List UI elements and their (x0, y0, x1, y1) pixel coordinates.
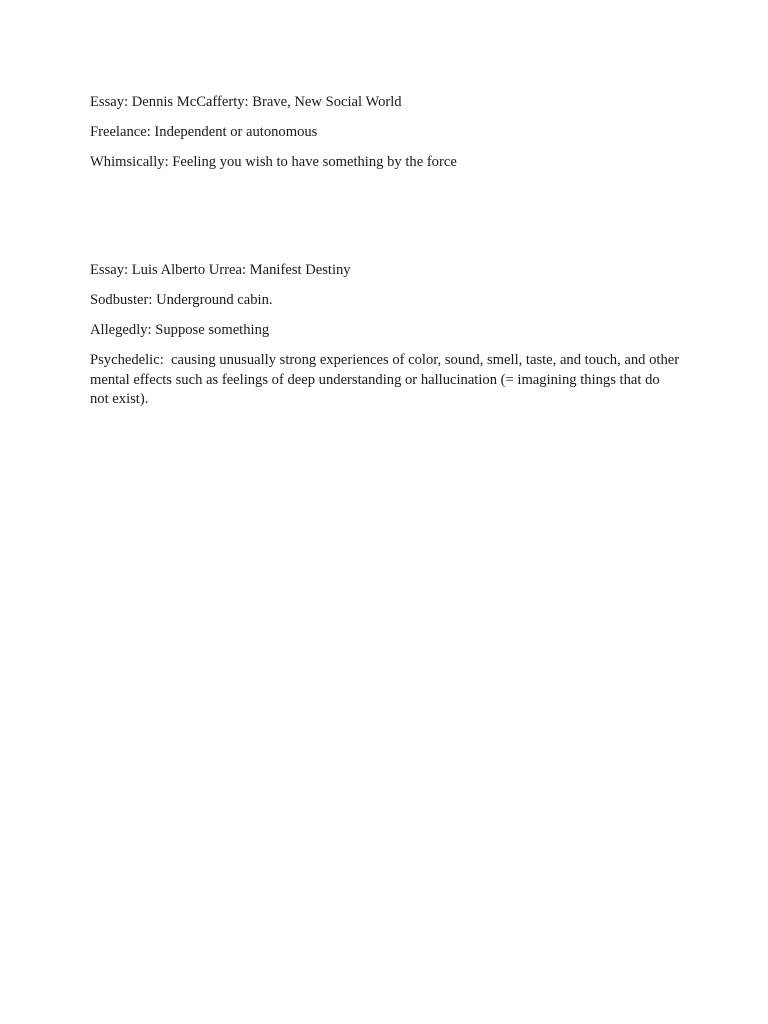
essay-heading-urrea: Essay: Luis Alberto Urrea: Manifest Destiny (90, 262, 351, 278)
vocab-entry-allegedly: Allegedly: Suppose something (90, 322, 270, 338)
essay-heading-mccafferty: Essay: Dennis McCafferty: Brave, New Social World (90, 94, 402, 110)
vocab-entry-whimsically: Whimsically: Feeling you wish to have something by the force (90, 154, 457, 170)
vocab-entry-sodbuster: Sodbuster: Underground cabin. (90, 292, 273, 308)
vocab-entry-freelance: Freelance: Independent or autonomous (90, 124, 318, 140)
vocab-entry-psychedelic: Psychedelic: causing unusually strong experiences of color, sound, smell, taste, and touch, and other mental effects such as feelings of deep understanding or hallucination (= imagining things that do not exist). (90, 352, 683, 407)
section-spacer (90, 183, 680, 261)
document-body (90, 93, 683, 420)
